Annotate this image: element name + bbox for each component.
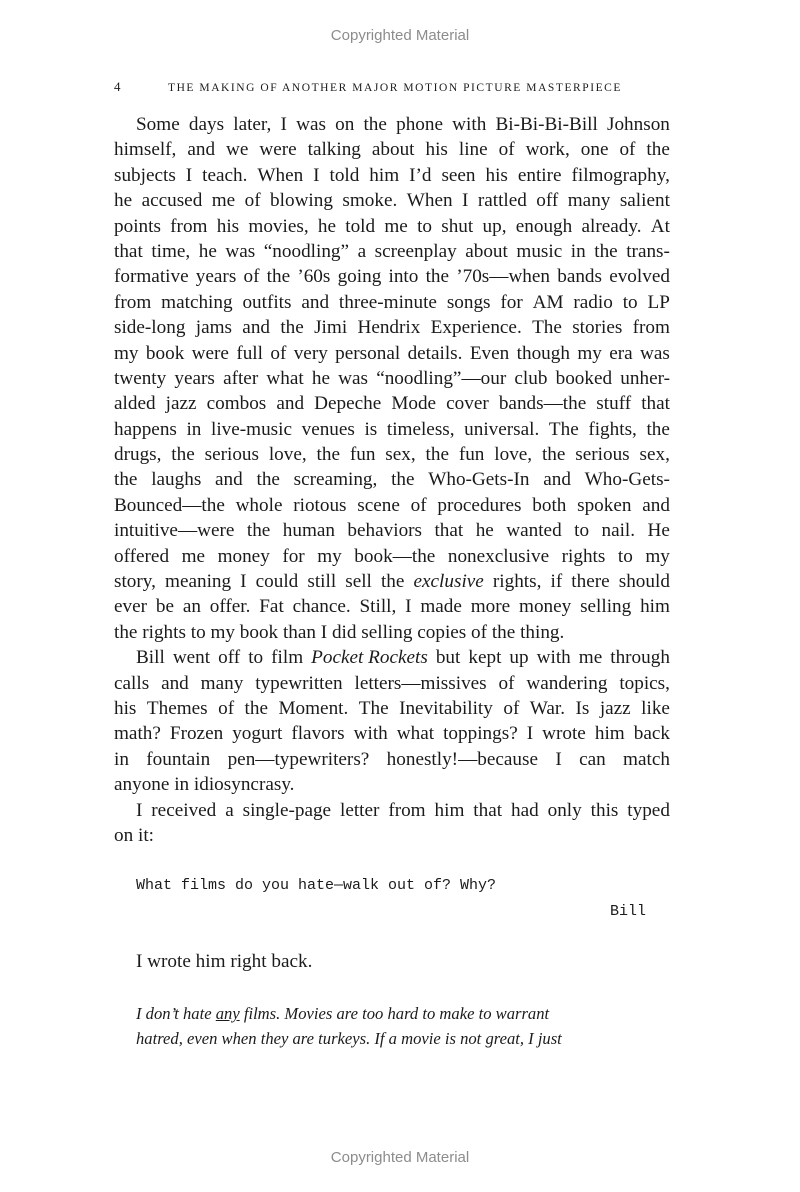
text-line: the rights to my book than I did selling copies of the thing. — [114, 621, 565, 643]
reply-letter — [136, 1001, 636, 1052]
page-number: 4 — [114, 79, 121, 94]
text-line: math? Frozen yogurt flavors with what toppings? I wrote him back — [114, 723, 670, 745]
text-line: intuitive—were the human behaviors that he wanted to nail. He — [114, 520, 670, 542]
underlined-word: any — [215, 1004, 240, 1023]
text-line: he accused me of blowing smoke. When I rattled off many salient — [114, 190, 670, 212]
text-line: Bill went off to film Pocket Rockets but kept up with me through — [136, 647, 670, 669]
text-line: from matching outfits and three-minute songs for AM radio to LP — [114, 291, 670, 313]
text-line: on it: — [114, 824, 154, 846]
text-line: story, meaning I could still sell the exclusive rights, if there should — [114, 571, 670, 593]
text-line: anyone in idiosyncrasy. — [114, 774, 295, 796]
text-line: I received a single-page letter from him that had only this typed — [136, 799, 670, 821]
text-line: that time, he was “noodling” a screenplay about music in the trans- — [114, 240, 670, 262]
body-text — [114, 112, 670, 848]
copyright-watermark-top: Copyrighted Material — [330, 27, 470, 44]
text-line: offered me money for my book—the nonexclusive rights to my — [114, 545, 670, 567]
text-line: in fountain pen—typewriters? honestly!—because I can match — [114, 748, 670, 770]
reply-line-1: I don’t hate any films. Movies are too hard to make to warrant — [136, 1004, 550, 1023]
text-line: side-long jams and the Jimi Hendrix Experience. The stories from — [114, 317, 670, 339]
text-line: my book were full of very personal details. Even though my era was — [114, 342, 670, 364]
paragraph-1 — [114, 112, 670, 645]
text-line: points from his movies, he told me to shut up, enough already. At — [114, 215, 670, 237]
paragraph-2 — [114, 645, 670, 797]
text-line: drugs, the serious love, the fun sex, the fun love, the serious sex, — [114, 444, 670, 466]
text-line: his Themes of the Moment. The Inevitability of War. Is jazz like — [114, 697, 670, 719]
text-line: ever be an offer. Fat chance. Still, I made more money selling him — [114, 596, 670, 618]
text-line: the laughs and the screaming, the Who-Gets-In and Who-Gets- — [114, 469, 670, 491]
text-line: Bounced—the whole riotous scene of procedures both spoken and — [114, 494, 670, 516]
text-line: twenty years after what he was “noodling”—our club booked unher- — [114, 367, 670, 389]
text-line: subjects I teach. When I told him I’d seen his entire filmography, — [114, 164, 670, 186]
running-header — [114, 78, 674, 96]
reply-intro: I wrote him right back. — [136, 951, 313, 972]
reply-line-2: hatred, even when they are turkeys. If a movie is not great, I just — [136, 1029, 562, 1049]
letter-signature: Bill — [610, 903, 647, 920]
text-line: Some days later, I was on the phone with Bi-Bi-Bi-Bill Johnson — [136, 114, 670, 135]
text-line: himself, and we were talking about his line of work, one of the — [114, 139, 670, 161]
text-line: calls and many typewritten letters—missives of wandering topics, — [114, 672, 670, 694]
copyright-watermark-bottom: Copyrighted Material — [330, 1149, 470, 1166]
letter-text: What films do you hate—walk out of? Why? — [136, 877, 497, 894]
text-line: alded jazz combos and Depeche Mode cover bands—the stuff that — [114, 393, 670, 415]
text-line: formative years of the ’60s going into the ’70s—when bands evolved — [114, 266, 670, 288]
running-title: THE MAKING OF ANOTHER MAJOR MOTION PICTURE MASTERPIECE — [168, 82, 622, 94]
text-line: happens in live-music venues is timeless, universal. The fights, the — [114, 418, 670, 440]
paragraph-3 — [114, 798, 670, 849]
